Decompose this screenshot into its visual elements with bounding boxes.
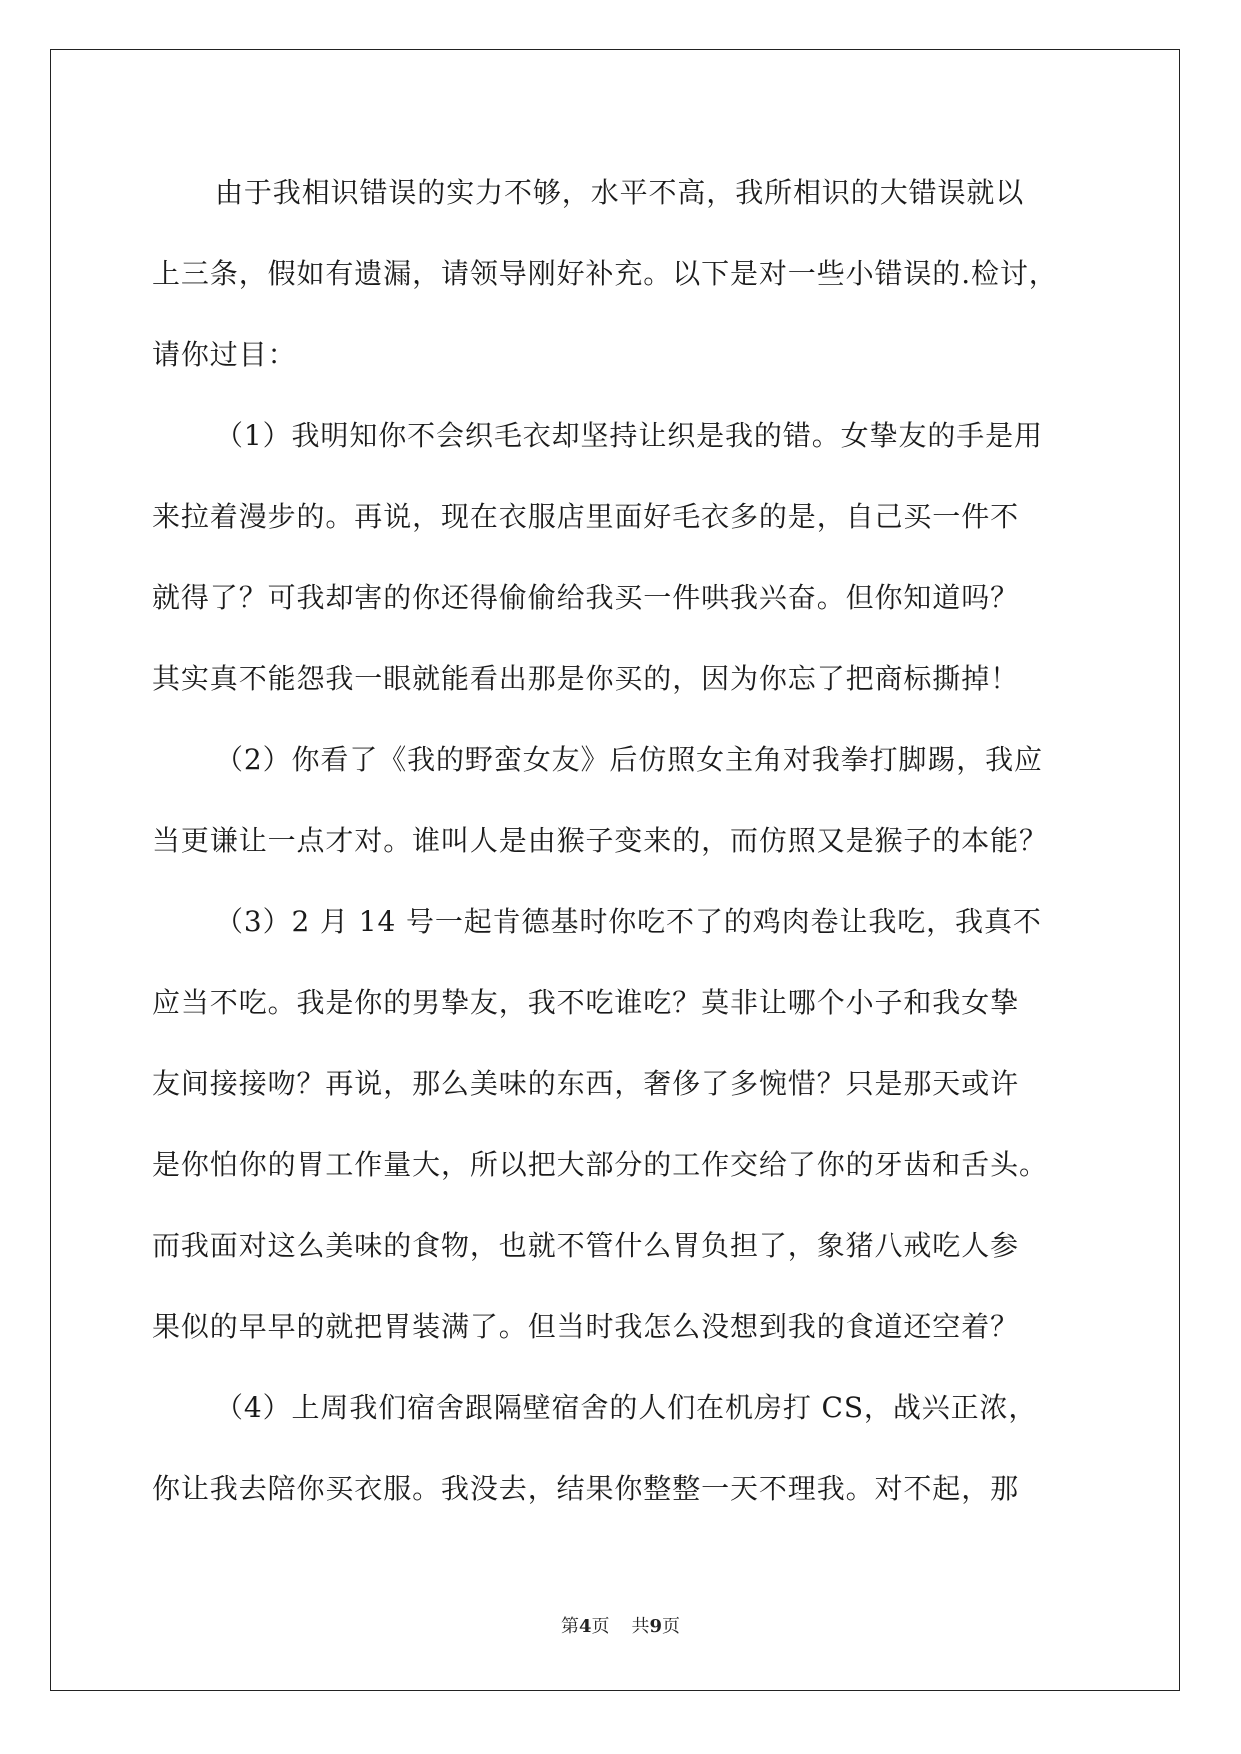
text-line-9: 当更谦让一点才对。谁叫人是由猴子变来的，而仿照又是猴子的本能？ <box>152 824 1048 857</box>
text-line-13: 是你怕你的胃工作量大，所以把大部分的工作交给了你的牙齿和舌头。 <box>152 1148 1048 1181</box>
text-line-6: 就得了？可我却害的你还得偷偷给我买一件哄我兴奋。但你知道吗？ <box>152 581 1020 614</box>
text-line-8: （2）你看了《我的野蛮女友》后仿照女主角对我拳打脚踢，我应 <box>215 743 1043 776</box>
text-line-2: 上三条，假如有遗漏，请领导刚好补充。以下是对一些小错误的.检讨， <box>152 257 1058 290</box>
footer-total-pages: 9 <box>649 1616 663 1637</box>
text-line-1: 由于我相识错误的实力不够，水平不高，我所相识的大错误就以 <box>215 176 1025 209</box>
page-border <box>50 49 1180 1691</box>
text-line-14: 而我面对这么美味的食物，也就不管什么胃负担了，象猪八戒吃人参 <box>152 1229 1020 1262</box>
footer-current-page: 4 <box>578 1616 592 1637</box>
text-line-16: （4）上周我们宿舍跟隔壁宿舍的人们在机房打 CS，战兴正浓， <box>215 1391 1038 1424</box>
footer-total-unit: 页 <box>662 1616 681 1637</box>
text-line-4: （1）我明知你不会织毛衣却坚持让织是我的错。女挚友的手是用 <box>215 419 1043 452</box>
text-line-7: 其实真不能怨我一眼就能看出那是你买的，因为你忘了把商标撕掉！ <box>152 662 1020 695</box>
text-line-10: （3）2 月 14 号一起肯德基时你吃不了的鸡肉卷让我吃，我真不 <box>215 905 1042 938</box>
footer-page-unit: 页 <box>591 1616 610 1637</box>
text-line-15: 果似的早早的就把胃装满了。但当时我怎么没想到我的食道还空着？ <box>152 1310 1020 1343</box>
text-line-5: 来拉着漫步的。再说，现在衣服店里面好毛衣多的是，自己买一件不 <box>152 500 1020 533</box>
text-line-17: 你让我去陪你买衣服。我没去，结果你整整一天不理我。对不起，那 <box>152 1472 1020 1505</box>
text-line-12: 友间接接吻？再说，那么美味的东西，奢侈了多惋惜？只是那天或许 <box>152 1067 1020 1100</box>
footer-total-prefix: 共 <box>631 1616 650 1637</box>
page-number-footer <box>0 1616 1241 1638</box>
text-line-11: 应当不吃。我是你的男挚友，我不吃谁吃？莫非让哪个小子和我女挚 <box>152 986 1020 1019</box>
footer-page-prefix: 第 <box>560 1616 579 1637</box>
text-line-3: 请你过目： <box>152 338 297 371</box>
